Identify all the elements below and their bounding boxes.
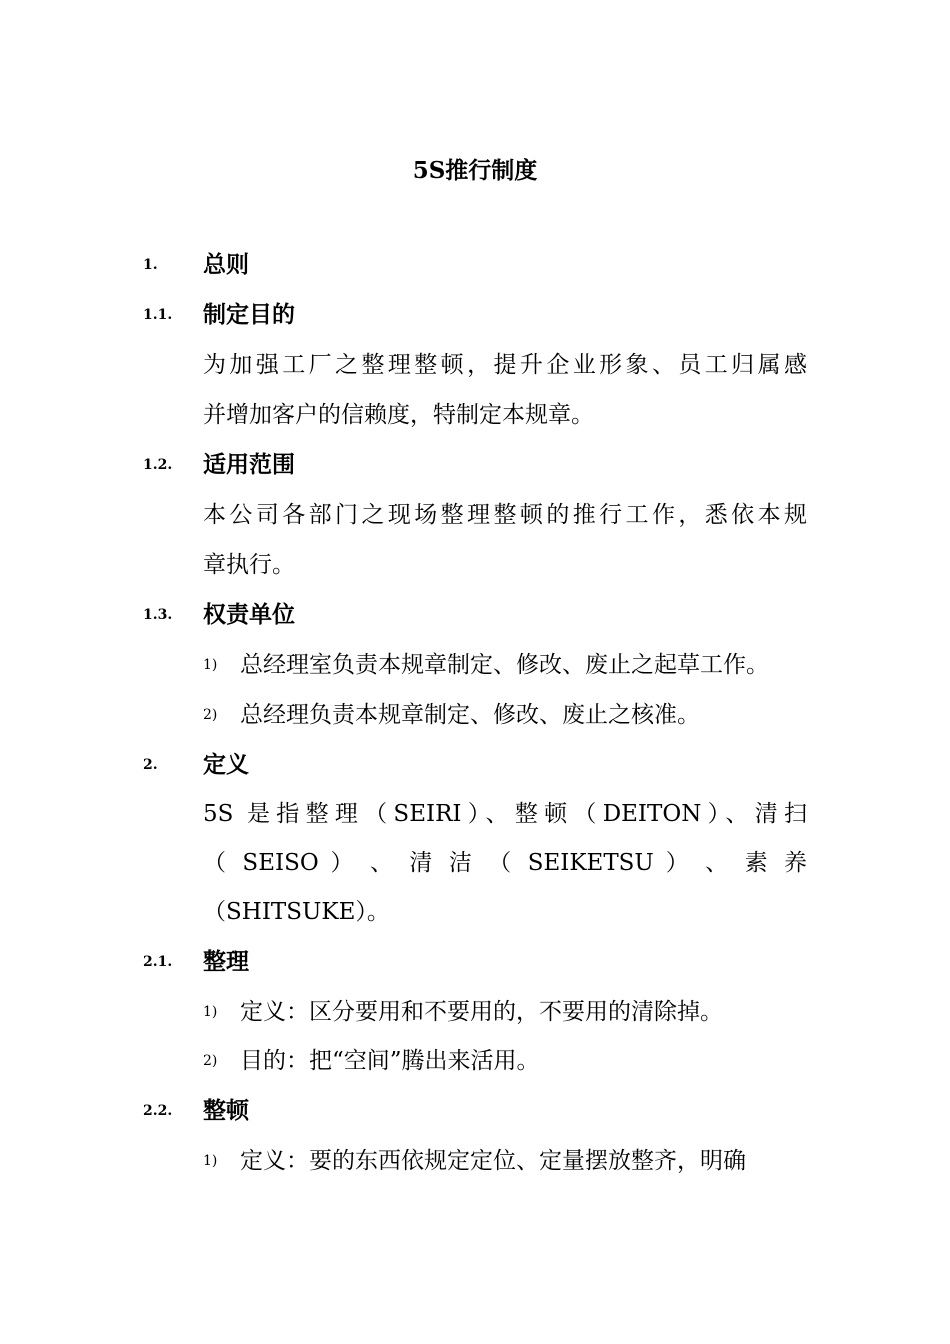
section-title: 适用范围	[203, 451, 295, 478]
paragraph-text: （SHITSUKE）。	[203, 899, 390, 925]
section-title: 定义	[203, 751, 249, 778]
section-number: 2.	[143, 757, 158, 773]
list-item-number: 1)	[203, 1153, 218, 1169]
section-number: 1.	[143, 257, 158, 273]
paragraph-text: 为加强工厂之整理整顿，提升企业形象、员工归属感	[203, 352, 807, 378]
section-number: 2.2.	[143, 1103, 173, 1119]
section-number: 1.3.	[143, 607, 173, 623]
paragraph-text: 本公司各部门之现场整理整顿的推行工作，悉依本规	[203, 502, 807, 528]
list-item-number: 2)	[203, 707, 218, 723]
list-item-text: 总经理负责本规章制定、修改、废止之核准。	[240, 702, 700, 728]
paragraph-text: 5S 是指整理（SEIRI）、整顿（DEITON）、清扫	[203, 801, 807, 827]
paragraph-text: （ SEISO ） 、 清 洁 （ SEIKETSU ） 、 素 养	[203, 850, 807, 876]
section-number: 1.2.	[143, 457, 173, 473]
paragraph-text: 章执行。	[203, 552, 295, 578]
list-item-text: 总经理室负责本规章制定、修改、废止之起草工作。	[240, 652, 769, 678]
section-title: 制定目的	[203, 301, 295, 328]
paragraph-text: 并增加客户的信赖度，特制定本规章。	[203, 402, 594, 428]
document-title: 5S推行制度	[412, 157, 538, 184]
list-item-text: 定义：要的东西依规定定位、定量摆放整齐，明确	[240, 1148, 746, 1174]
list-item-number: 2)	[203, 1053, 218, 1069]
section-title: 整顿	[203, 1097, 249, 1124]
section-title: 整理	[203, 948, 249, 975]
section-number: 1.1.	[143, 307, 173, 323]
list-item-text: 定义：区分要用和不要用的，不要用的清除掉。	[240, 999, 723, 1025]
list-item-text: 目的：把“空间”腾出来活用。	[240, 1048, 540, 1074]
list-item-number: 1)	[203, 657, 218, 673]
section-number: 2.1.	[143, 954, 173, 970]
section-title: 总则	[203, 251, 249, 278]
section-title: 权责单位	[203, 601, 295, 628]
list-item-number: 1)	[203, 1004, 218, 1020]
